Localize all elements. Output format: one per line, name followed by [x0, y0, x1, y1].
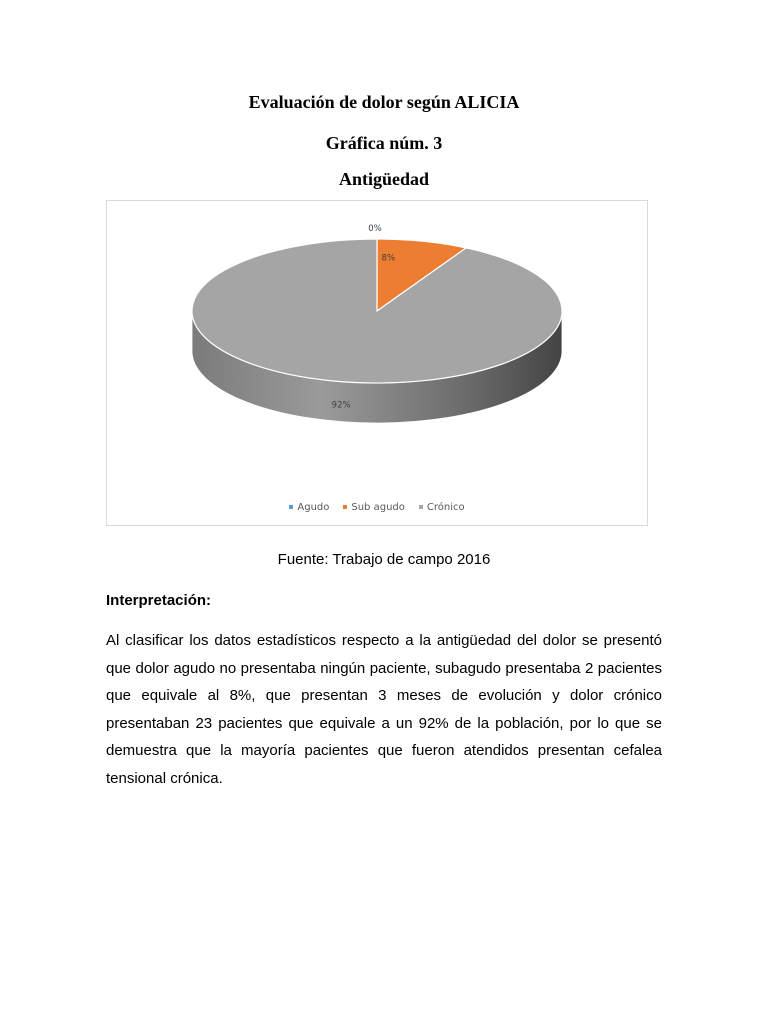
data-label-3: 92% [331, 400, 351, 411]
legend-swatch [419, 505, 423, 509]
document-title: Evaluación de dolor según ALICIA [248, 92, 520, 112]
chart-subject: Antigüedad [338, 169, 430, 189]
pie-slice-3 [192, 239, 562, 383]
source-note: Fuente: Trabajo de campo 2016 [277, 551, 491, 568]
data-label-2: 8% [381, 253, 396, 264]
pie-chart [106, 200, 648, 526]
legend-swatch [289, 505, 293, 509]
data-label-1: 0% [368, 224, 382, 234]
chart-legend [107, 502, 647, 513]
interpretation-heading: Interpretación: [106, 592, 212, 609]
legend-swatch [343, 505, 347, 509]
interpretation-paragraph: Al clasificar los datos estadísticos respecto a la antigüedad del dolor se presentó que dolor agudo no presentaba ningún paciente, subagudo presentaba 2 pacientes que equivale al 8%, que presentan 3 meses de evolución y dolor crónico presentaban 23 pacientes que equivale a un 92% de la población, por lo que se demuestra que la mayoría pacientes que fueron atendidos presentan cefalea tensional crónica. [106, 632, 662, 787]
legend-item-3 [419, 502, 465, 513]
legend-label: Crónico [426, 502, 465, 513]
legend-label: Sub agudo [351, 502, 405, 513]
legend-item-1 [289, 502, 329, 513]
legend-label: Agudo [297, 502, 330, 513]
pie-chart-canvas [107, 201, 647, 525]
legend-item-2 [343, 502, 405, 513]
chart-number: Gráfica núm. 3 [325, 133, 443, 153]
